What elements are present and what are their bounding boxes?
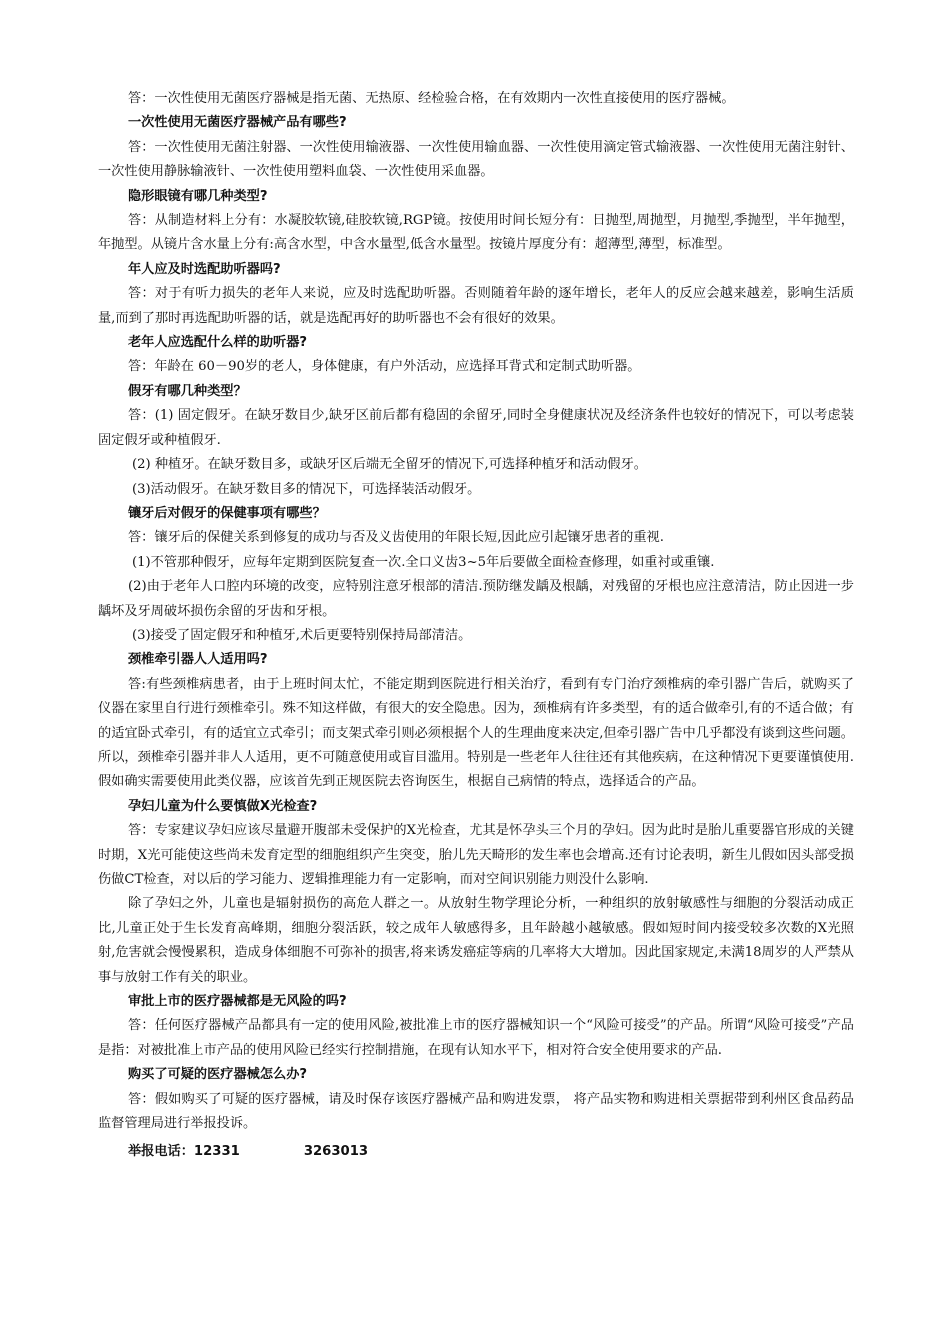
question-heading: 镶牙后对假牙的保健事项有哪些？ xyxy=(128,505,326,521)
document-body xyxy=(98,87,854,1136)
answer-paragraph: 答：任何医疗器械产品都具有一定的使用风险,被批准上市的医疗器械知识一个“风险可接受”的产品。所谓“风险可接受”产品是指：对被批准上市产品的使用风险已经实行控制措施，在现有认知水平下，相对符合安全使用要求的产品. xyxy=(98,1018,854,1058)
answer-paragraph: 答：对于有听力损失的老年人来说，应及时选配助听器。否则随着年龄的逐年增长，老年人的反应会越来越差，影响生活质量,而到了那时再选配助听器的话，就是选配再好的助听器也不会有很好的效果。 xyxy=(98,286,854,326)
answer-paragraph: 答:有些颈椎病患者，由于上班时间太忙，不能定期到医院进行相关治疗，看到有专门治疗颈椎病的牵引器广告后，就购买了仪器在家里自行进行颈椎牵引。殊不知这样做，有很大的安全隐患。因为，颈椎病有许多类型，有的适合做牵引,有的不适合做；有的适宜卧式牵引，有的适宜立式牵引；而支架式牵引则必须根据个人的生理曲度来决定,但牵引器广告中几乎都没有谈到这些问题。所以，颈椎牵引器并非人人适用，更不可随意使用或盲目滥用。特别是一些老年人往往还有其他疾病，在这种情况下更要谨慎使用.假如确实需要使用此类仪器，应该首先到正规医院去咨询医生，根据自己病情的特点，选择适合的产品。 xyxy=(98,676,854,790)
answer-paragraph: 答：假如购买了可疑的医疗器械，请及时保存该医疗器械产品和购进发票， 将产品实物和购进相关票据带到利州区食品药品监督管理局进行举报投诉。 xyxy=(98,1091,854,1132)
answer-paragraph: 答：从制造材料上分有：水凝胶软镜,硅胶软镜,RGP镜。按使用时间长短分有：日抛型,周抛型，月抛型,季抛型，半年抛型，年抛型。从镜片含水量上分有:高含水型，中含水量型,低含水量型。按镜片厚度分有：超薄型,薄型，标准型。 xyxy=(98,213,854,253)
answer-paragraph: 答：镶牙后的保健关系到修复的成功与否及义齿使用的年限长短,因此应引起镶牙患者的重视. xyxy=(128,530,664,546)
answer-paragraph: 答：专家建议孕妇应该尽量避开腹部未受保护的X光检查，尤其是怀孕头三个月的孕妇。因为此时是胎儿重要器官形成的关键时期，X光可能使这些尚未发育定型的细胞组织产生突变，胎儿先天畸形的发生率也会增高.还有讨论表明，新生儿假如因头部受损伤做CT检查，对以后的学习能力、逻辑推理能力有一定影响，而对空间识别能力则没什么影响. xyxy=(98,823,854,887)
answer-paragraph: (3)接受了固定假牙和种植牙,术后更要特别保持局部清洁。 xyxy=(132,627,472,643)
report-phone-number: 3263013 xyxy=(303,1144,369,1160)
document-page xyxy=(98,87,854,1165)
answer-paragraph: 答：一次性使用无菌医疗器械是指无菌、无热原、经检验合格，在有效期内一次性直接使用的医疗器械。 xyxy=(128,91,735,106)
answer-paragraph: 答：(1) 固定假牙。在缺牙数目少,缺牙区前后都有稳固的余留牙,同时全身健康状况及经济条件也较好的情况下，可以考虑装固定假牙或种植假牙. xyxy=(98,408,854,448)
question-heading: 隐形眼镜有哪几种类型? xyxy=(128,188,268,204)
answer-paragraph: (3)活动假牙。在缺牙数目多的情况下，可选择装活动假牙。 xyxy=(132,481,481,497)
answer-paragraph: 答：年龄在 60－90岁的老人，身体健康，有户外活动，应选择耳背式和定制式助听器。 xyxy=(128,359,641,375)
question-heading: 老年人应选配什么样的助听器? xyxy=(128,335,308,351)
question-heading: 年人应及时选配助听器吗? xyxy=(128,261,281,277)
question-heading: 购买了可疑的医疗器械怎么办? xyxy=(128,1067,308,1083)
question-heading: 假牙有哪几种类型？ xyxy=(128,383,247,399)
question-heading: 审批上市的医疗器械都是无风险的吗? xyxy=(128,994,347,1010)
question-heading: 孕妇儿童为什么要慎做X光检查? xyxy=(128,798,318,814)
question-heading: 一次性使用无菌医疗器械产品有哪些? xyxy=(128,115,347,131)
answer-paragraph: 除了孕妇之外，儿童也是辐射损伤的高危人群之一。从放射生物学理论分析，一种组织的放射敏感性与细胞的分裂活动成正比,儿童正处于生长发育高峰期，细胞分裂活跃，较之成年人敏感得多，且年龄越小越敏感。假如短时间内接受较多次数的X光照射,危害就会慢慢累积，造成身体细胞不可弥补的损害,将来诱发癌症等病的几率将大大增加。因此国家规定,未满18周岁的人严禁从事与放射工作有关的职业。 xyxy=(98,896,854,985)
report-phone-line xyxy=(98,1140,854,1164)
question-heading: 颈椎牵引器人人适用吗? xyxy=(128,652,268,668)
answer-paragraph: 答：一次性使用无菌注射器、一次性使用输液器、一次性使用输血器、一次性使用滴定管式输液器、一次性使用无菌注射针、一次性使用静脉输液针、一次性使用塑料血袋、一次性使用采血器。 xyxy=(98,139,854,180)
answer-paragraph: (2)由于老年人口腔内环境的改变，应特别注意牙根部的清洁.预防继发龋及根龋，对残留的牙根也应注意清洁，防止因进一步龋坏及牙周破坏损伤余留的牙齿和牙根。 xyxy=(98,579,854,619)
answer-paragraph: (1)不管那种假牙，应每年定期到医院复查一次.全口义齿3~5年后要做全面检查修理，如重衬或重镶. xyxy=(132,554,715,570)
answer-paragraph: (2) 种植牙。在缺牙数目多，或缺牙区后端无全留牙的情况下,可选择种植牙和活动假牙。 xyxy=(132,457,647,473)
report-phone-label: 举报电话：12331 xyxy=(128,1144,240,1160)
